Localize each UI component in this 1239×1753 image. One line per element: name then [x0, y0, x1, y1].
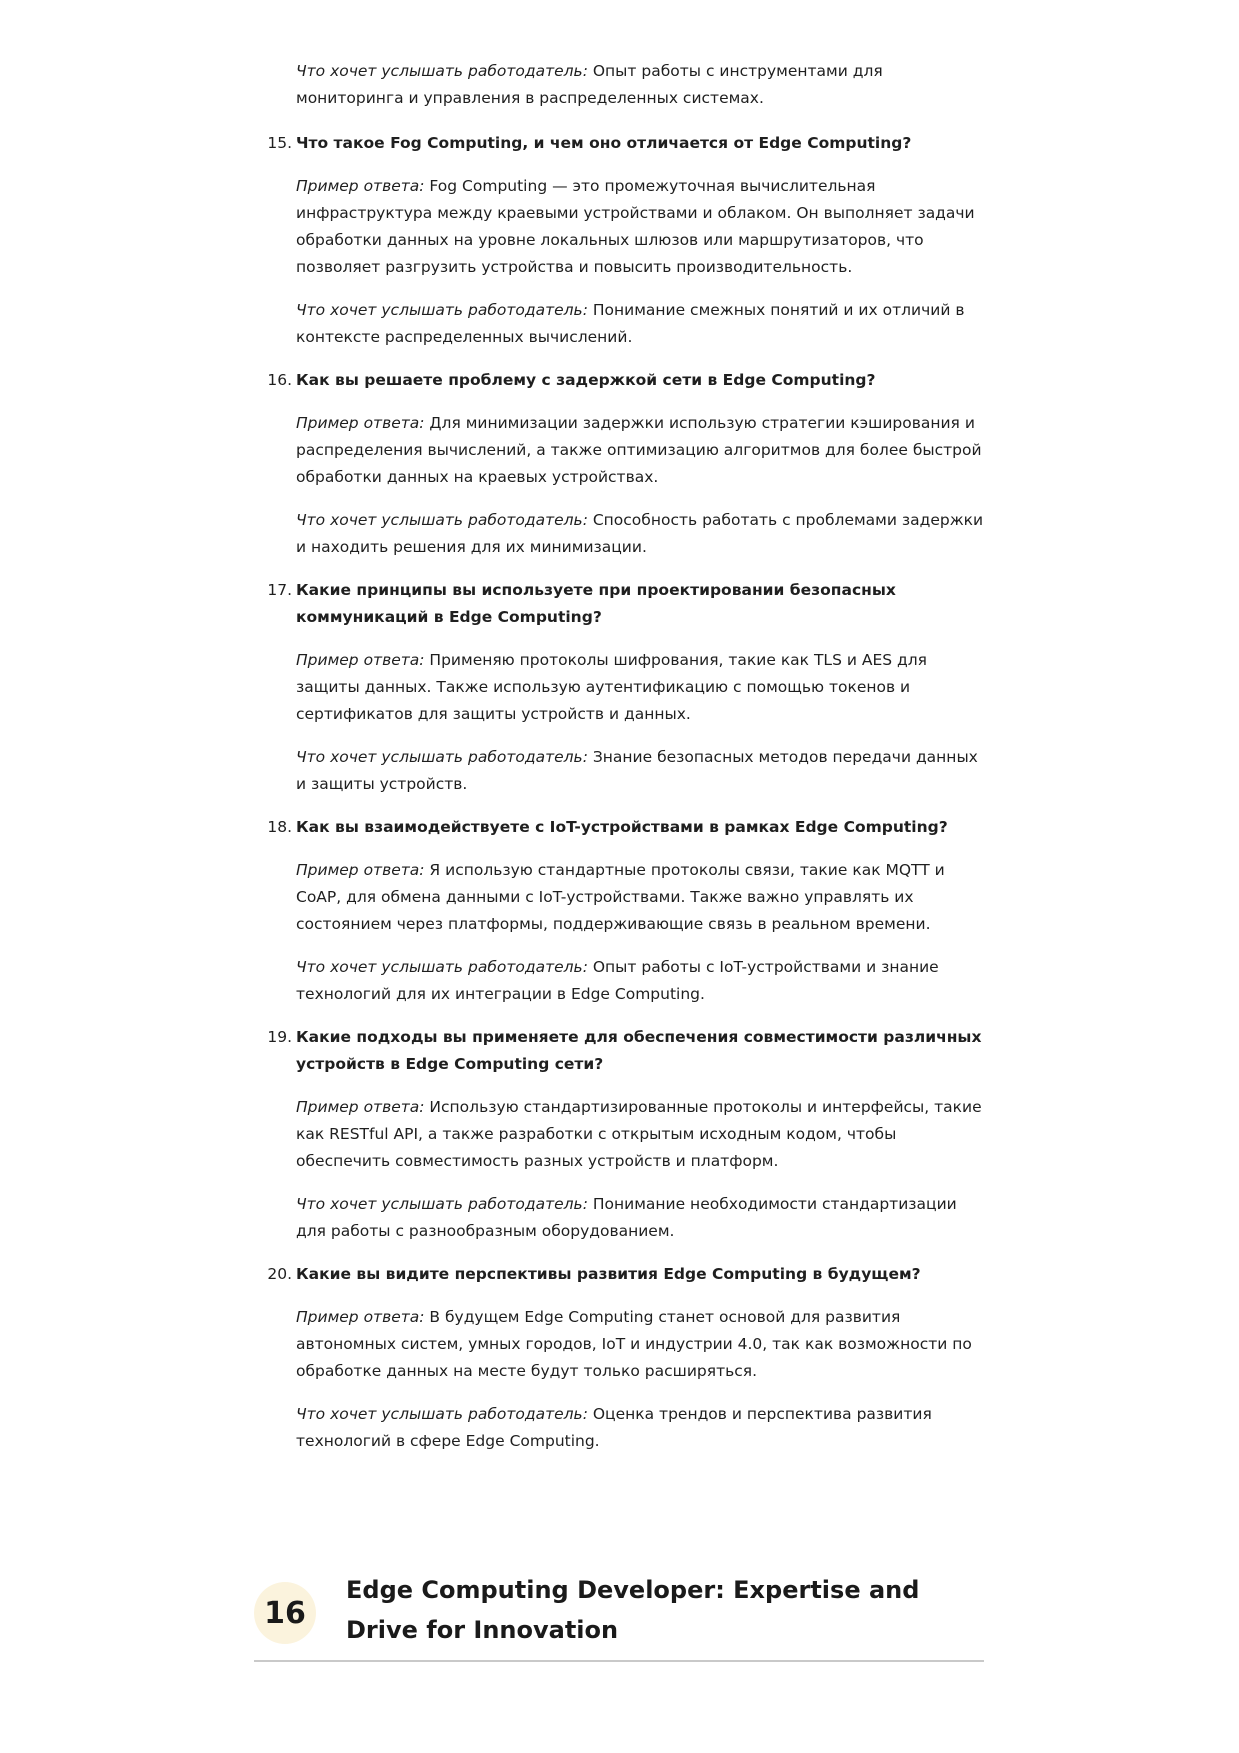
intro-employer-label: Что хочет услышать работодатель: [296, 62, 588, 80]
employer-text: Понимание необходимости стандартизации для работы с разнообразным оборудованием. [296, 1195, 957, 1240]
answer-text: В будущем Edge Computing станет основой для развития автономных систем, умных городов, IoT и индустрии 4.0, так как возможности по обработке данных на месте будут только расширяться. [296, 1308, 972, 1380]
employer-label: Что хочет услышать работодатель: [296, 1195, 588, 1213]
answer-label: Пример ответа: [296, 414, 425, 432]
question-item-15 [267, 130, 986, 351]
employer-label: Что хочет услышать работодатель: [296, 301, 588, 319]
question-text: Как вы решаете проблему с задержкой сети в Edge Computing? [296, 371, 876, 389]
question-list [267, 130, 986, 1471]
answer-text: Для минимизации задержки использую стратегии кэширования и распределения вычислений, а также оптимизацию алгоритмов для более быстрой обработки данных на краевых устройствах. [296, 414, 982, 486]
answer-paragraph [296, 857, 986, 938]
question-item-17 [267, 577, 986, 798]
employer-paragraph [296, 1191, 986, 1245]
answer-text: Использую стандартизированные протоколы и интерфейсы, такие как RESTful API, а также разработки с открытым исходным кодом, чтобы обеспечить совместимость разных устройств и платформ. [296, 1098, 982, 1170]
question-number: 16. [267, 371, 292, 389]
question-number: 15. [267, 134, 292, 152]
chapter-number-badge: 16 [254, 1582, 316, 1644]
question-number: 18. [267, 818, 292, 836]
answer-label: Пример ответа: [296, 1308, 425, 1326]
chapter-title: Edge Computing Developer: Expertise and Drive for Innovation [346, 1576, 920, 1644]
employer-label: Что хочет услышать работодатель: [296, 958, 588, 976]
question-text: Какие принципы вы используете при проектировании безопасных коммуникаций в Edge Computing? [296, 581, 896, 626]
chapter-header [254, 1570, 984, 1662]
answer-text: Применяю протоколы шифрования, такие как TLS и AES для защиты данных. Также использую аутентификацию с помощью токенов и сертификатов для защиты устройств и данных. [296, 651, 927, 723]
answer-label: Пример ответа: [296, 861, 425, 879]
employer-paragraph [296, 507, 986, 561]
employer-paragraph [296, 744, 986, 798]
answer-paragraph [296, 647, 986, 728]
question-item-20 [267, 1261, 986, 1455]
answer-paragraph [296, 1094, 986, 1175]
employer-text: Знание безопасных методов передачи данных и защиты устройств. [296, 748, 978, 793]
question-number: 17. [267, 581, 292, 599]
intro-paragraph [296, 58, 986, 112]
employer-text: Опыт работы с IoT-устройствами и знание технологий для их интеграции в Edge Computing. [296, 958, 939, 1003]
answer-label: Пример ответа: [296, 651, 425, 669]
question-number: 20. [267, 1265, 292, 1283]
answer-label: Пример ответа: [296, 1098, 425, 1116]
answer-label: Пример ответа: [296, 177, 425, 195]
question-item-19 [267, 1024, 986, 1245]
question-item-18 [267, 814, 986, 1008]
answer-paragraph [296, 1304, 986, 1385]
employer-text: Способность работать с проблемами задержки и находить решения для их минимизации. [296, 511, 984, 556]
question-item-16 [267, 367, 986, 561]
question-text: Какие вы видите перспективы развития Edge Computing в будущем? [296, 1265, 921, 1283]
employer-label: Что хочет услышать работодатель: [296, 511, 588, 529]
employer-text: Понимание смежных понятий и их отличий в контексте распределенных вычислений. [296, 301, 965, 346]
question-number: 19. [267, 1028, 292, 1046]
employer-paragraph [296, 954, 986, 1008]
question-text: Какие подходы вы применяете для обеспечения совместимости различных устройств в Edge Computing сети? [296, 1028, 982, 1073]
answer-paragraph [296, 173, 986, 281]
answer-text: Я использую стандартные протоколы связи, такие как MQTT и CoAP, для обмена данными с IoT-устройствами. Также важно управлять их состоянием через платформы, поддерживающие связь в реальном времени. [296, 861, 945, 933]
answer-text: Fog Computing — это промежуточная вычислительная инфраструктура между краевыми устройствами и облаком. Он выполняет задачи обработки данных на уровне локальных шлюзов или маршрутизаторов, что позволяет разгрузить устройства и повысить производительность. [296, 177, 975, 276]
employer-paragraph [296, 297, 986, 351]
employer-text: Оценка трендов и перспектива развития технологий в сфере Edge Computing. [296, 1405, 932, 1450]
intro-employer-text: Опыт работы с инструментами для мониторинга и управления в распределенных системах. [296, 62, 883, 107]
question-text: Как вы взаимодействуете с IoT-устройствами в рамках Edge Computing? [296, 818, 948, 836]
employer-label: Что хочет услышать работодатель: [296, 1405, 588, 1423]
question-text: Что такое Fog Computing, и чем оно отличается от Edge Computing? [296, 134, 912, 152]
answer-paragraph [296, 410, 986, 491]
employer-paragraph [296, 1401, 986, 1455]
employer-label: Что хочет услышать работодатель: [296, 748, 588, 766]
